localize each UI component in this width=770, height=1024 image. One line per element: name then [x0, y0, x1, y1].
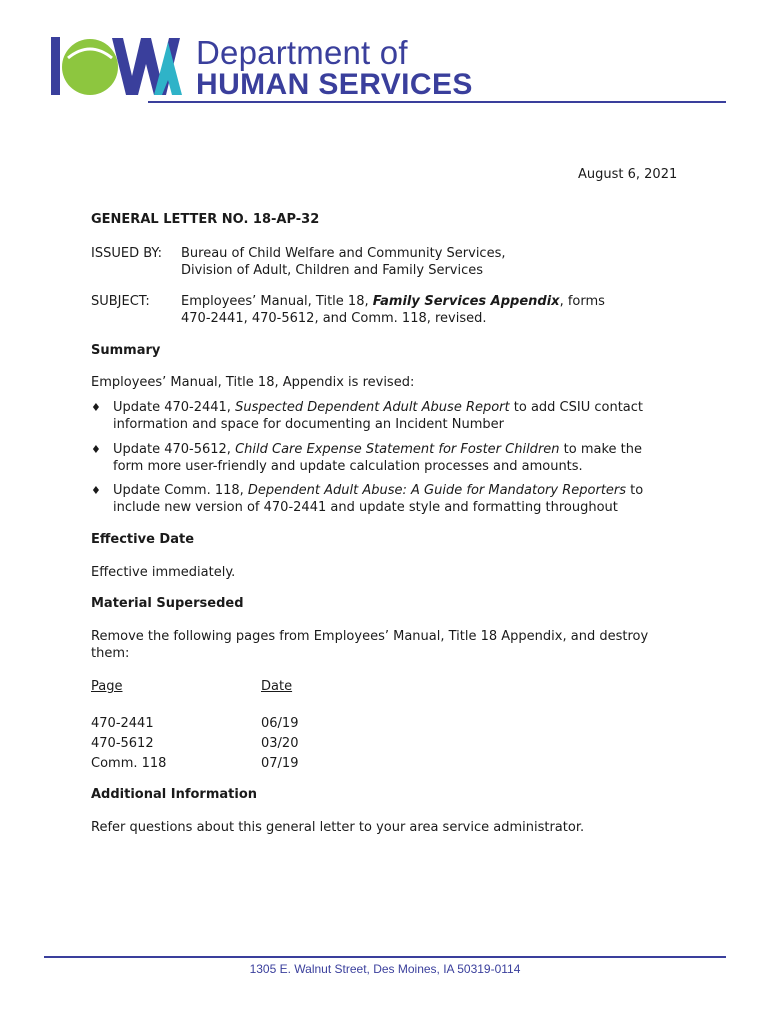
effective-date-text: Effective immediately. [91, 565, 236, 580]
org-name-line1: Department of [196, 34, 408, 71]
letter-date: August 6, 2021 [578, 167, 678, 182]
iowa-logo-mark [50, 34, 190, 100]
issued-by-line2: Division of Adult, Children and Family Services [181, 263, 484, 278]
subject-line2: 470-2441, 470-5612, and Comm. 118, revised. [181, 311, 487, 326]
summary-bullet-2 [113, 441, 642, 458]
summary-heading: Summary [91, 343, 161, 358]
summary-bullet-1 [113, 399, 643, 416]
header-divider [148, 101, 726, 103]
subject-appendix-name: Family Services Appendix [372, 294, 560, 309]
bullet-text: Update 470-5612, [113, 442, 236, 457]
bullet-diamond-icon: ♦ [91, 484, 101, 497]
bullet-text: to [626, 483, 644, 498]
issued-by-line1: Bureau of Child Welfare and Community Services, [181, 246, 506, 261]
bullet-form-title: Suspected Dependent Adult Abuse Report [235, 400, 510, 415]
subject-label: SUBJECT: [91, 294, 150, 309]
summary-bullet-3 [113, 482, 643, 499]
summary-bullet-1-line2: information and space for documenting an Incident Number [113, 417, 504, 432]
bullet-form-title: Child Care Expense Statement for Foster Children [235, 442, 560, 457]
org-name-line2: HUMAN SERVICES [196, 68, 473, 101]
subject-line1 [181, 293, 605, 310]
footer-divider [44, 956, 726, 958]
table-row-page: 470-5612 [91, 736, 154, 751]
table-row-date: 06/19 [261, 716, 299, 731]
bullet-diamond-icon: ♦ [91, 401, 101, 414]
subject-forms-text: , forms [559, 294, 605, 309]
footer-address: 1305 E. Walnut Street, Des Moines, IA 50319-0114 [249, 962, 521, 976]
superseded-instructions-line1: Remove the following pages from Employees’ Manual, Title 18 Appendix, and destroy [91, 629, 649, 644]
subject-text: Employees’ Manual, Title 18, [181, 294, 373, 309]
letter-number: GENERAL LETTER NO. 18-AP-32 [91, 212, 320, 227]
column-header-page: Page [91, 679, 123, 694]
table-row-date: 07/19 [261, 756, 299, 771]
additional-info-heading: Additional Information [91, 787, 258, 802]
summary-intro: Employees’ Manual, Title 18, Appendix is revised: [91, 375, 415, 390]
table-row-page: 470-2441 [91, 716, 154, 731]
summary-bullet-3-line2: include new version of 470-2441 and update style and formatting throughout [113, 500, 618, 515]
department-logo [50, 34, 473, 101]
additional-info-text: Refer questions about this general letter to your area service administrator. [91, 820, 585, 835]
table-row-date: 03/20 [261, 736, 299, 751]
bullet-form-title: Dependent Adult Abuse: A Guide for Mandatory Reporters [247, 483, 627, 498]
bullet-text: to add CSIU contact [509, 400, 644, 415]
table-row-page: Comm. 118 [91, 756, 167, 771]
summary-bullet-2-line2: form more user-friendly and update calculation processes and amounts. [113, 459, 583, 474]
column-header-date: Date [261, 679, 293, 694]
material-superseded-heading: Material Superseded [91, 596, 244, 611]
bullet-text: Update Comm. 118, [113, 483, 248, 498]
bullet-text: Update 470-2441, [113, 400, 236, 415]
superseded-instructions-line2: them: [91, 646, 130, 661]
bullet-diamond-icon: ♦ [91, 443, 101, 456]
bullet-text: to make the [559, 442, 643, 457]
effective-date-heading: Effective Date [91, 532, 195, 547]
issued-by-label: ISSUED BY: [91, 246, 163, 261]
